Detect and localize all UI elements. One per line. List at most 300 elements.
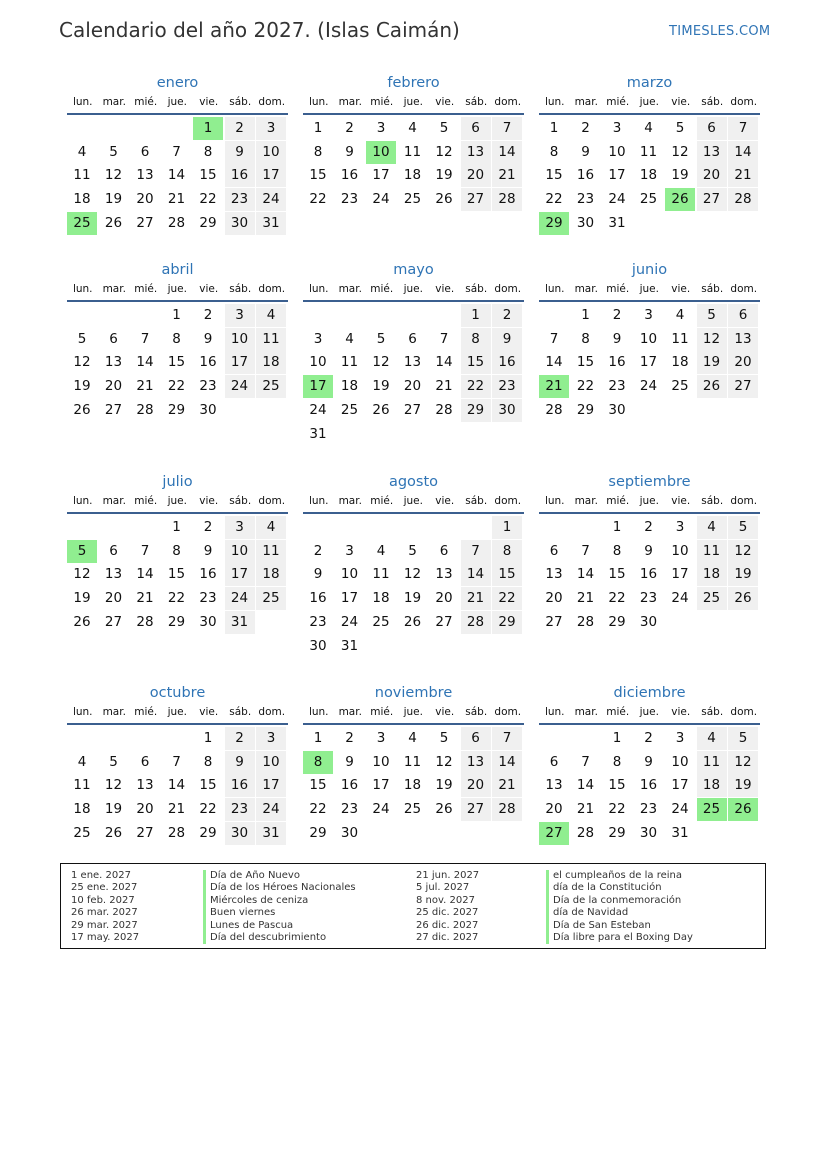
day-cell: 20: [545, 590, 563, 607]
weekday-label: mar.: [574, 96, 598, 108]
brand-link[interactable]: TIMESLES.COM: [669, 24, 771, 39]
day-cell: 12: [73, 354, 91, 371]
day-cell: 24: [256, 798, 286, 821]
day-cell: 14: [461, 563, 491, 586]
day-cell: 25: [403, 191, 422, 208]
day-cell: 13: [104, 354, 123, 371]
day-cell: 25: [256, 587, 286, 610]
day-cell: 14: [435, 354, 453, 371]
day-cell: 20: [435, 590, 453, 607]
weekday-label: mar.: [338, 283, 362, 295]
day-cell: 10: [608, 143, 626, 160]
legend-holiday-name: Día de los Héroes Nacionales: [203, 882, 356, 894]
weekday-label: dom.: [730, 495, 758, 507]
weekday-label: vie.: [199, 706, 219, 718]
day-cell: 16: [576, 167, 595, 184]
day-cell: 25: [639, 191, 658, 208]
day-cell: 31: [340, 637, 359, 654]
weekday-label: dom.: [730, 706, 758, 718]
weekday-header: [539, 493, 760, 514]
day-cell: 3: [376, 730, 386, 746]
day-cell: 17: [256, 164, 286, 187]
day-cell: 21: [728, 164, 758, 187]
day-cell: 7: [172, 753, 181, 770]
day-cell: 5: [408, 542, 417, 559]
day-cell: 25: [73, 824, 91, 841]
legend-date: 5 jul. 2027: [416, 882, 470, 894]
weekday-label: mar.: [102, 706, 126, 718]
weekday-header: [539, 704, 760, 725]
day-cell: 6: [461, 727, 491, 750]
day-cell: 6: [697, 117, 727, 140]
month-julio: [67, 471, 288, 660]
weekday-label: dom.: [258, 283, 286, 295]
weekday-header: [539, 281, 760, 302]
day-cell: 2: [345, 120, 354, 136]
page-title: Calendario del año 2027. (Islas Caimán): [59, 18, 460, 42]
weekday-label: lun.: [544, 283, 565, 295]
day-cell: 20: [461, 164, 491, 187]
day-cell: 8: [549, 143, 559, 160]
day-cell: 25: [340, 401, 359, 418]
day-cell: 24: [608, 191, 626, 208]
day-grid: [303, 304, 524, 448]
day-cell: 30: [225, 822, 255, 845]
weekday-header: [303, 493, 524, 514]
day-cell: 20: [403, 378, 422, 395]
legend-date: 8 nov. 2027: [416, 894, 475, 906]
day-cell: 5: [439, 730, 449, 746]
weekday-label: vie.: [199, 96, 219, 108]
weekday-label: lun.: [308, 706, 329, 718]
day-cell: 23: [199, 590, 217, 607]
day-cell: 10: [256, 751, 286, 774]
weekday-label: mié.: [134, 706, 158, 718]
legend-holiday-name: el cumpleaños de la reina: [546, 870, 693, 882]
day-cell: 21: [167, 801, 186, 818]
day-cell: 7: [728, 117, 758, 140]
weekday-label: sáb.: [229, 706, 252, 718]
month-enero: [67, 72, 288, 261]
day-cell: 22: [167, 378, 186, 395]
legend-date: 26 dic. 2027: [416, 919, 479, 931]
day-cell: 3: [675, 519, 685, 535]
day-cell: 18: [340, 378, 359, 395]
day-cell: 2: [203, 519, 213, 535]
legend-date: 27 dic. 2027: [416, 931, 479, 943]
weekday-label: sáb.: [465, 96, 488, 108]
weekday-label: jue.: [403, 96, 423, 108]
month-diciembre: [539, 682, 760, 871]
legend-dates-column-1: [71, 870, 139, 944]
day-cell: 3: [376, 120, 386, 136]
weekday-label: lun.: [544, 495, 565, 507]
day-cell: 17: [372, 167, 390, 184]
day-cell: 10: [639, 330, 658, 347]
weekday-label: sáb.: [229, 495, 252, 507]
day-cell: 21: [492, 774, 522, 797]
day-cell: 8: [313, 143, 323, 160]
day-cell: 27: [697, 188, 727, 211]
legend-holiday-name: día de la Constitución: [546, 882, 693, 894]
day-cell: 29: [309, 824, 327, 841]
day-cell: 29: [608, 613, 626, 630]
day-cell: 20: [104, 590, 123, 607]
weekday-label: sáb.: [701, 495, 724, 507]
legend-date: 21 jun. 2027: [416, 870, 480, 881]
day-cell: 17: [608, 167, 626, 184]
day-cell: 20: [728, 351, 758, 374]
weekday-header: [67, 94, 288, 115]
day-cell: 22: [309, 801, 327, 818]
legend-date: 26 mar. 2027: [71, 907, 138, 919]
day-cell: 28: [167, 214, 186, 231]
day-cell: 28: [545, 401, 563, 418]
day-cell: 27: [435, 613, 453, 630]
month-name: abril: [161, 262, 194, 278]
day-cell: 19: [104, 801, 123, 818]
weekday-label: lun.: [72, 96, 93, 108]
day-cell: 11: [340, 354, 359, 371]
day-cell: 24: [225, 375, 255, 398]
day-cell: 29: [576, 401, 595, 418]
day-cell: 4: [408, 730, 417, 746]
day-cell: 5: [376, 330, 386, 347]
weekday-label: dom.: [494, 283, 522, 295]
day-cell: 18: [256, 351, 286, 374]
day-cell: 13: [697, 141, 727, 164]
day-cell: 11: [73, 777, 91, 794]
day-cell: 4: [408, 120, 417, 136]
day-cell: 12: [728, 751, 758, 774]
day-cell: 22: [576, 378, 595, 395]
day-cell: 7: [439, 330, 449, 347]
day-cell: 4: [345, 330, 354, 347]
weekday-label: dom.: [494, 495, 522, 507]
day-cell: 28: [576, 824, 595, 841]
weekday-label: lun.: [544, 96, 565, 108]
day-cell: 26: [403, 613, 422, 630]
day-cell: 28: [492, 798, 522, 821]
day-cell: 24: [372, 191, 390, 208]
day-cell: 20: [545, 801, 563, 818]
day-cell: 15: [608, 566, 626, 583]
day-cell: 10: [671, 542, 689, 559]
day-cell: 4: [644, 120, 653, 136]
day-cell: 21: [461, 587, 491, 610]
weekday-label: dom.: [494, 706, 522, 718]
day-cell: 15: [608, 777, 626, 794]
day-cell: 15: [167, 566, 186, 583]
day-cell: 9: [345, 143, 354, 160]
day-cell: 1: [461, 304, 491, 327]
day-cell: 8: [203, 753, 213, 770]
day-cell: 5: [697, 304, 727, 327]
holiday-day-cell: 26: [665, 188, 695, 211]
day-cell: 10: [340, 566, 359, 583]
day-cell: 24: [340, 613, 359, 630]
day-grid: [67, 516, 288, 660]
day-cell: 21: [492, 164, 522, 187]
day-cell: 3: [225, 304, 255, 327]
day-cell: 26: [697, 375, 727, 398]
day-cell: 23: [225, 798, 255, 821]
day-cell: 3: [256, 117, 286, 140]
day-cell: 17: [671, 777, 689, 794]
day-grid: [303, 117, 524, 261]
day-cell: 9: [644, 542, 653, 559]
day-cell: 17: [639, 354, 658, 371]
day-cell: 9: [203, 542, 213, 559]
weekday-header: [303, 704, 524, 725]
day-cell: 12: [73, 566, 91, 583]
holiday-day-cell: 5: [67, 540, 97, 563]
day-cell: 28: [728, 188, 758, 211]
day-cell: 18: [671, 354, 689, 371]
day-grid: [67, 727, 288, 871]
day-cell: 30: [576, 214, 595, 231]
legend-date: 25 ene. 2027: [71, 882, 138, 894]
day-cell: 26: [104, 214, 123, 231]
day-cell: 20: [136, 801, 154, 818]
day-cell: 2: [225, 117, 255, 140]
day-cell: 12: [697, 328, 727, 351]
day-cell: 4: [77, 143, 87, 160]
day-cell: 15: [199, 777, 217, 794]
day-cell: 24: [225, 587, 255, 610]
day-cell: 18: [697, 563, 727, 586]
day-cell: 18: [256, 563, 286, 586]
day-cell: 22: [461, 375, 491, 398]
day-cell: 26: [435, 191, 453, 208]
day-cell: 3: [612, 120, 622, 136]
day-cell: 3: [225, 516, 255, 539]
weekday-label: mié.: [134, 495, 158, 507]
day-cell: 5: [439, 120, 449, 136]
day-cell: 7: [581, 542, 590, 559]
day-cell: 19: [697, 351, 727, 374]
month-abril: [67, 259, 288, 448]
day-cell: 10: [225, 328, 255, 351]
holiday-day-cell: 8: [303, 751, 333, 774]
day-cell: 1: [203, 730, 213, 746]
day-cell: 26: [73, 613, 91, 630]
weekday-label: jue.: [167, 283, 187, 295]
day-cell: 10: [256, 141, 286, 164]
day-cell: 20: [104, 378, 123, 395]
weekday-label: vie.: [671, 96, 691, 108]
day-cell: 6: [109, 542, 118, 559]
day-cell: 10: [309, 354, 327, 371]
day-cell: 2: [644, 519, 653, 535]
day-cell: 9: [644, 753, 653, 770]
weekday-label: dom.: [730, 96, 758, 108]
day-cell: 2: [313, 542, 323, 559]
day-cell: 23: [608, 378, 626, 395]
day-cell: 23: [199, 378, 217, 395]
day-cell: 9: [203, 330, 213, 347]
day-cell: 19: [403, 590, 422, 607]
day-cell: 8: [461, 328, 491, 351]
day-cell: 30: [639, 824, 658, 841]
day-cell: 6: [549, 542, 559, 559]
month-marzo: [539, 72, 760, 261]
day-cell: 5: [109, 143, 118, 160]
day-cell: 8: [492, 540, 522, 563]
day-cell: 19: [435, 777, 453, 794]
weekday-label: jue.: [403, 283, 423, 295]
holiday-day-cell: 25: [697, 798, 727, 821]
weekday-label: jue.: [639, 706, 659, 718]
day-cell: 12: [671, 143, 689, 160]
legend-dates-column-2: [416, 870, 479, 944]
weekday-label: lun.: [308, 495, 329, 507]
weekday-label: mar.: [338, 495, 362, 507]
day-cell: 27: [728, 375, 758, 398]
month-mayo: [303, 259, 524, 448]
day-cell: 14: [167, 167, 186, 184]
day-cell: 30: [492, 399, 522, 422]
day-cell: 6: [728, 304, 758, 327]
day-cell: 4: [77, 753, 87, 770]
legend-holiday-name: Lunes de Pascua: [203, 920, 356, 932]
month-agosto: [303, 471, 524, 660]
day-cell: 13: [403, 354, 422, 371]
day-cell: 5: [675, 120, 685, 136]
day-cell: 19: [435, 167, 453, 184]
day-cell: 20: [136, 191, 154, 208]
day-cell: 27: [403, 401, 422, 418]
weekday-label: lun.: [308, 283, 329, 295]
day-cell: 11: [697, 540, 727, 563]
day-cell: 25: [697, 587, 727, 610]
day-cell: 29: [199, 214, 217, 231]
day-cell: 16: [340, 777, 359, 794]
day-cell: 15: [576, 354, 595, 371]
weekday-label: jue.: [403, 706, 423, 718]
day-cell: 15: [545, 167, 563, 184]
day-cell: 22: [199, 191, 217, 208]
day-cell: 13: [461, 141, 491, 164]
day-cell: 11: [73, 167, 91, 184]
day-cell: 29: [199, 824, 217, 841]
weekday-label: mar.: [102, 96, 126, 108]
day-cell: 16: [199, 566, 217, 583]
day-cell: 2: [644, 730, 653, 746]
day-cell: 23: [492, 375, 522, 398]
weekday-header: [67, 704, 288, 725]
day-cell: 15: [167, 354, 186, 371]
day-cell: 27: [545, 613, 563, 630]
day-cell: 16: [309, 590, 327, 607]
legend-date: 25 dic. 2027: [416, 907, 479, 919]
day-cell: 13: [728, 328, 758, 351]
day-cell: 5: [728, 516, 758, 539]
weekday-label: mié.: [134, 283, 158, 295]
weekday-header: [539, 94, 760, 115]
weekday-header: [303, 281, 524, 302]
day-cell: 18: [372, 590, 390, 607]
weekday-label: jue.: [639, 495, 659, 507]
day-cell: 26: [73, 401, 91, 418]
month-name: julio: [162, 474, 193, 490]
day-cell: 2: [492, 304, 522, 327]
day-cell: 14: [576, 566, 595, 583]
holiday-day-cell: 1: [193, 117, 223, 140]
day-cell: 12: [435, 753, 453, 770]
month-septiembre: [539, 471, 760, 660]
weekday-label: lun.: [72, 495, 93, 507]
day-cell: 4: [376, 542, 386, 559]
day-cell: 18: [73, 191, 91, 208]
month-junio: [539, 259, 760, 448]
day-cell: 7: [549, 330, 559, 347]
weekday-label: lun.: [544, 706, 565, 718]
weekday-label: lun.: [72, 706, 93, 718]
day-cell: 15: [309, 777, 327, 794]
month-febrero: [303, 72, 524, 261]
weekday-label: mar.: [574, 495, 598, 507]
day-cell: 5: [77, 330, 87, 347]
day-cell: 6: [439, 542, 449, 559]
day-cell: 22: [492, 587, 522, 610]
day-cell: 16: [225, 164, 255, 187]
day-cell: 6: [140, 753, 150, 770]
day-cell: 24: [639, 378, 658, 395]
day-cell: 1: [313, 730, 323, 746]
day-grid: [539, 304, 760, 448]
day-cell: 8: [612, 542, 622, 559]
weekday-label: jue.: [403, 495, 423, 507]
day-cell: 18: [403, 777, 422, 794]
day-cell: 28: [461, 611, 491, 634]
day-cell: 14: [167, 777, 186, 794]
day-cell: 29: [461, 399, 491, 422]
holiday-day-cell: 25: [67, 212, 97, 235]
day-cell: 12: [104, 167, 123, 184]
month-octubre: [67, 682, 288, 871]
day-cell: 31: [256, 212, 286, 235]
day-cell: 23: [340, 801, 359, 818]
day-cell: 11: [403, 143, 422, 160]
day-cell: 27: [461, 798, 491, 821]
weekday-label: lun.: [308, 96, 329, 108]
weekday-label: vie.: [199, 283, 219, 295]
day-cell: 30: [199, 401, 217, 418]
weekday-label: mar.: [338, 706, 362, 718]
day-cell: 27: [136, 824, 154, 841]
day-cell: 11: [697, 751, 727, 774]
day-cell: 21: [435, 378, 453, 395]
day-grid: [539, 117, 760, 261]
legend-names-column-1: [203, 870, 356, 944]
day-cell: 2: [581, 120, 590, 136]
day-cell: 7: [172, 143, 181, 160]
day-cell: 26: [435, 801, 453, 818]
weekday-label: vie.: [435, 706, 455, 718]
day-cell: 18: [697, 774, 727, 797]
day-cell: 12: [403, 566, 422, 583]
weekday-label: vie.: [435, 495, 455, 507]
day-cell: 27: [461, 188, 491, 211]
day-cell: 27: [104, 613, 123, 630]
month-name: junio: [631, 262, 668, 278]
weekday-label: sáb.: [701, 706, 724, 718]
day-cell: 11: [403, 753, 422, 770]
day-cell: 22: [199, 801, 217, 818]
day-cell: 24: [309, 401, 327, 418]
day-grid: [303, 516, 524, 660]
